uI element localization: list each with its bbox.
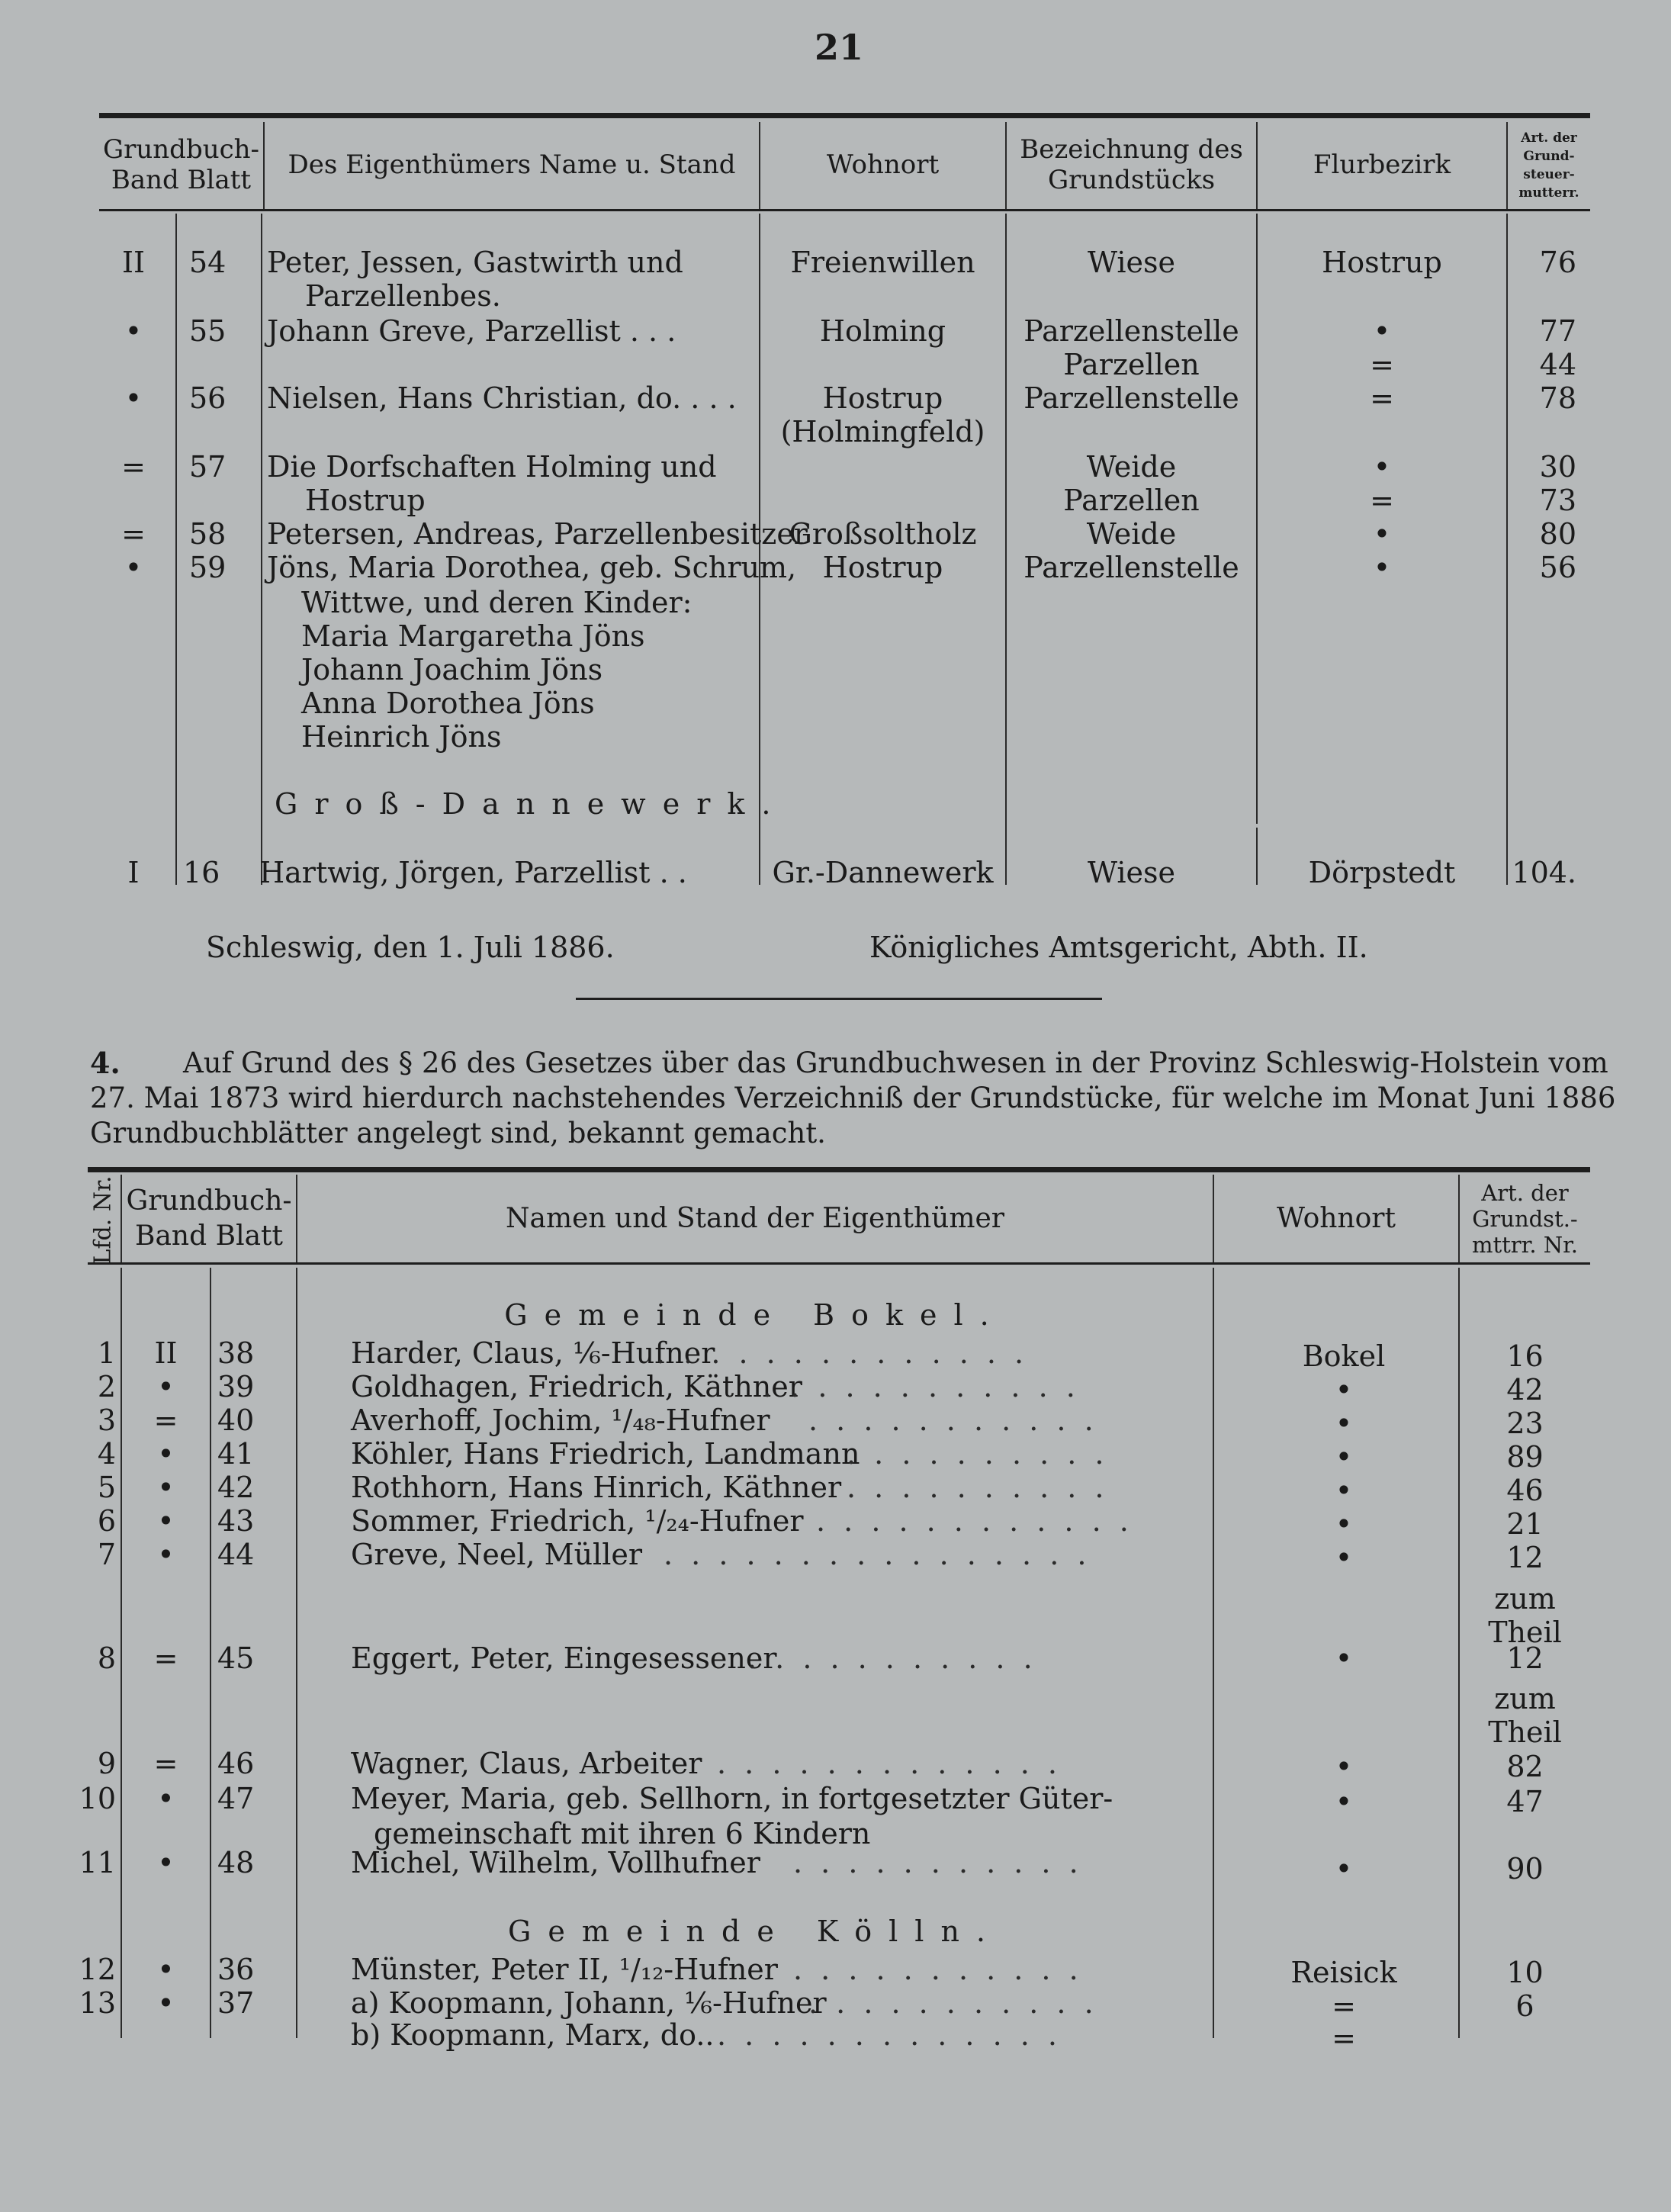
header-grundbuch: Grundbuch- Band Blatt xyxy=(102,134,260,195)
notice-line-1: Auf Grund des § 26 des Gesetzes über das Grundbuchwesen in der Provinz Schleswig-Holstein vom xyxy=(183,1047,1608,1079)
leader-dots: . . . . . . . . . . . . . xyxy=(717,1747,1062,1780)
table-cell: Weide xyxy=(1086,450,1177,484)
table-cell: • xyxy=(124,551,143,584)
leader-dots: . . . . . . . . . . . xyxy=(808,1986,1098,2020)
table-cell: 76 xyxy=(1539,246,1576,279)
table-cell: Jöns, Maria Dorothea, geb. Schrum, xyxy=(267,551,797,584)
table-cell: 41 xyxy=(217,1437,255,1471)
zum-theil-note: Theil xyxy=(1488,1715,1562,1749)
notice-line-3: Grundbuchblätter angelegt sind, bekannt gemacht. xyxy=(90,1117,826,1149)
table-cell: 30 xyxy=(1539,450,1576,484)
table-cell: 54 xyxy=(189,246,227,279)
notice-line-2: 27. Mai 1873 wird hierdurch nachstehendes Verzeichniß der Grundstücke, für welche im Monat Juni 1886 xyxy=(90,1082,1616,1114)
table-cell: 58 xyxy=(189,517,227,551)
table-1-header-rule xyxy=(99,209,1590,211)
header-grundbuch-2: Grundbuch- Band Blatt xyxy=(126,1185,292,1252)
table-cell: 1 xyxy=(97,1336,116,1370)
table-cell: 5 xyxy=(97,1471,116,1504)
page-number: 21 xyxy=(814,27,863,68)
table-cell: 2 xyxy=(97,1370,116,1403)
table-cell: 55 xyxy=(189,314,227,348)
table-cell: 47 xyxy=(1506,1785,1544,1818)
table-cell: • xyxy=(1335,1440,1353,1474)
table-cell: 10 xyxy=(1506,1956,1544,1989)
header-wohnort-2: Wohnort xyxy=(1277,1203,1396,1234)
table-cell: • xyxy=(1335,1407,1353,1440)
table-cell: 43 xyxy=(217,1504,255,1538)
table-cell: • xyxy=(157,1437,175,1471)
table-cell: 56 xyxy=(189,381,227,415)
leader-dots: . . . . . . . . . . . xyxy=(808,1403,1098,1437)
table-cell: Sommer, Friedrich, ¹/₂₄-Hufner xyxy=(351,1504,804,1538)
table-cell: 10 xyxy=(79,1782,116,1815)
section-gemeinde-koelln: Gemeinde Kölln. xyxy=(508,1915,1002,1948)
table-cell: = xyxy=(121,517,146,551)
table-cell: = xyxy=(1370,381,1394,415)
leader-dots: . . . . . . . . . . . . xyxy=(816,1504,1133,1538)
table-cell: Meyer, Maria, geb. Sellhorn, in fortgesetzter Güter- xyxy=(351,1782,1113,1815)
table-cell: • xyxy=(157,1370,175,1403)
section-gemeinde-bokel: Gemeinde Bokel. xyxy=(504,1298,1006,1332)
table-cell: 39 xyxy=(217,1370,255,1403)
table-cell: • xyxy=(1335,1541,1353,1574)
table-cell: • xyxy=(124,314,143,348)
leader-dots: . . . . . . . . . . xyxy=(847,1437,1109,1471)
table-cell: Hostrup xyxy=(822,551,943,584)
table-cell: 23 xyxy=(1506,1407,1544,1440)
table-cell: Freienwillen xyxy=(790,246,975,279)
table-cell: 47 xyxy=(217,1782,255,1815)
table-cell: • xyxy=(1335,1750,1353,1783)
table-cell: = xyxy=(1370,348,1394,381)
header-art-2: Art. der Grundst.- mttrr. Nr. xyxy=(1471,1180,1579,1258)
table-cell: Wittwe, und deren Kinder: xyxy=(301,586,693,619)
table-cell: 44 xyxy=(217,1538,255,1571)
table-cell: 44 xyxy=(1539,348,1576,381)
leader-dots: . . . . . . . . . . xyxy=(847,1471,1109,1504)
table-cell: = xyxy=(153,1403,178,1437)
table-cell: 77 xyxy=(1539,314,1576,348)
table-cell: Parzellenbes. xyxy=(305,279,501,313)
table-cell: Rothhorn, Hans Hinrich, Käthner xyxy=(351,1471,842,1504)
table-cell: 12 xyxy=(1506,1541,1544,1574)
table-cell: 38 xyxy=(217,1336,255,1370)
table-cell: • xyxy=(1373,450,1391,484)
table-cell: Hostrup xyxy=(822,381,943,415)
table-cell: 6 xyxy=(1515,1989,1534,2023)
table-cell: Parzellenstelle xyxy=(1023,381,1239,415)
header-namen: Namen und Stand der Eigenthümer xyxy=(506,1203,1004,1234)
section-gross-dannewerk: Groß-Dannewerk. xyxy=(275,787,788,821)
court-signature: Königliches Amtsgericht, Abth. II. xyxy=(869,931,1368,964)
table-cell: Maria Margaretha Jöns xyxy=(301,619,645,653)
table-cell: • xyxy=(1335,1785,1353,1818)
table-1-top-rule xyxy=(99,113,1590,118)
table-cell: a) Koopmann, Johann, ⅙-Hufner xyxy=(351,1986,827,2020)
leader-dots: . . . . . . . . . . . xyxy=(793,1953,1083,1986)
table-cell: II xyxy=(121,246,146,279)
table-cell: 37 xyxy=(217,1986,255,2020)
table-cell: 4 xyxy=(97,1437,116,1471)
table-cell: • xyxy=(157,1953,175,1986)
table-cell: II xyxy=(154,1336,178,1370)
table-cell: • xyxy=(1373,314,1391,348)
table-cell: Hostrup xyxy=(1322,246,1442,279)
table-cell: Parzellen xyxy=(1063,484,1200,517)
table-2-top-rule xyxy=(88,1167,1590,1172)
table-cell: Die Dorfschaften Holming und xyxy=(267,450,717,484)
table-cell: 40 xyxy=(217,1403,255,1437)
table-cell: • xyxy=(157,1986,175,2020)
table-cell: 13 xyxy=(79,1986,116,2020)
row-10-continuation: gemeinschaft mit ihren 6 Kindern xyxy=(374,1817,871,1850)
table-cell: 6 xyxy=(97,1504,116,1538)
separator-rule xyxy=(576,998,1102,1000)
table-cell: 82 xyxy=(1506,1750,1544,1783)
table-cell: = xyxy=(153,1747,178,1780)
table-cell: Großsoltholz xyxy=(789,517,977,551)
table-cell: 7 xyxy=(97,1538,116,1571)
table-cell: (Holmingfeld) xyxy=(780,415,985,449)
table-cell: • xyxy=(157,1782,175,1815)
table-cell: Johann Greve, Parzellist . . . xyxy=(267,314,676,348)
table-cell: • xyxy=(157,1538,175,1571)
table-cell: Hostrup xyxy=(305,484,426,517)
table-cell: 46 xyxy=(1506,1474,1544,1507)
header-lfd-nr: Lfd. Nr. xyxy=(89,1175,117,1265)
table-cell: Anna Dorothea Jöns xyxy=(301,686,595,720)
leader-dots: . . . . . . . . . . . . xyxy=(763,1370,1080,1403)
table-cell: 73 xyxy=(1539,484,1576,517)
table-2-header-rule xyxy=(88,1262,1590,1265)
header-wohnort: Wohnort xyxy=(826,150,940,180)
table-cell: 56 xyxy=(1539,551,1576,584)
table-cell: 16 xyxy=(1506,1339,1544,1373)
header-eigenthuemer: Des Eigenthümers Name u. Stand xyxy=(288,150,736,180)
table-cell: Parzellenstelle xyxy=(1023,551,1239,584)
table-cell: 57 xyxy=(189,450,227,484)
table-cell: = xyxy=(1332,1989,1356,2023)
zum-theil-note: Theil xyxy=(1488,1616,1562,1649)
table-cell: Greve, Neel, Müller xyxy=(351,1538,643,1571)
table-cell: 89 xyxy=(1506,1440,1544,1474)
table-cell: 42 xyxy=(1506,1373,1544,1407)
table-cell: Holming xyxy=(819,314,946,348)
zum-theil-note: zum xyxy=(1494,1582,1556,1616)
leader-dots: . . . . . . . . . . . . . . xyxy=(656,1336,1029,1370)
table-cell: Bokel xyxy=(1302,1339,1386,1373)
table-cell: 78 xyxy=(1539,381,1576,415)
table-cell: • xyxy=(1373,517,1391,551)
table-cell: Weide xyxy=(1086,517,1177,551)
table-cell: Johann Joachim Jöns xyxy=(301,653,603,686)
zum-theil-note: zum xyxy=(1494,1682,1556,1715)
table-cell: Köhler, Hans Friedrich, Landmann xyxy=(351,1437,860,1471)
table-cell: Münster, Peter II, ¹/₁₂-Hufner xyxy=(351,1953,778,1986)
notice-number: 4. xyxy=(90,1046,121,1080)
table-cell: Wagner, Claus, Arbeiter xyxy=(351,1747,702,1780)
leader-dots: . . . . . . . . . . . . . . . . xyxy=(664,1538,1091,1571)
table-cell: • xyxy=(157,1504,175,1538)
table-cell: 12 xyxy=(79,1953,116,1986)
table-cell: 36 xyxy=(217,1953,255,1986)
header-bezeichnung: Bezeichnung des Grundstücks xyxy=(1020,134,1243,195)
table-cell: • xyxy=(124,381,143,415)
table-cell: 59 xyxy=(189,551,227,584)
table-cell: Wiese xyxy=(1087,246,1176,279)
table-cell: 21 xyxy=(1506,1507,1544,1541)
table-cell: Parzellen xyxy=(1063,348,1200,381)
header-art: Art. der Grund- steuer- mutterr. xyxy=(1518,130,1579,201)
table-cell: • xyxy=(1373,551,1391,584)
table-cell: Heinrich Jöns xyxy=(301,720,502,754)
table-cell: Averhoff, Jochim, ¹/₄₈-Hufner xyxy=(351,1403,770,1437)
place-date: Schleswig, den 1. Juli 1886. xyxy=(206,931,615,964)
table-cell: Goldhagen, Friedrich, Käthner xyxy=(351,1370,802,1403)
table-cell: Harder, Claus, ⅙-Hufner xyxy=(351,1336,715,1370)
table-cell: • xyxy=(1335,1507,1353,1541)
table-cell: 3 xyxy=(97,1403,116,1437)
table-cell: 46 xyxy=(217,1747,255,1780)
table-cell: 80 xyxy=(1539,517,1576,551)
table-cell: • xyxy=(1335,1474,1353,1507)
table-cell: Petersen, Andreas, Parzellenbesitzer xyxy=(267,517,808,551)
table-cell: Parzellenstelle xyxy=(1023,314,1239,348)
table-cell: = xyxy=(121,450,146,484)
table-cell: • xyxy=(1335,1373,1353,1407)
table-cell: 42 xyxy=(217,1471,255,1504)
header-flurbezirk: Flurbezirk xyxy=(1313,150,1451,180)
table-cell: = xyxy=(1370,484,1394,517)
table-cell: Reisick xyxy=(1290,1956,1397,1989)
table-cell: • xyxy=(157,1471,175,1504)
table-cell: Peter, Jessen, Gastwirth und xyxy=(267,246,683,279)
table-cell: 9 xyxy=(97,1747,116,1780)
table-cell: Nielsen, Hans Christian, do. . . . xyxy=(267,381,737,415)
